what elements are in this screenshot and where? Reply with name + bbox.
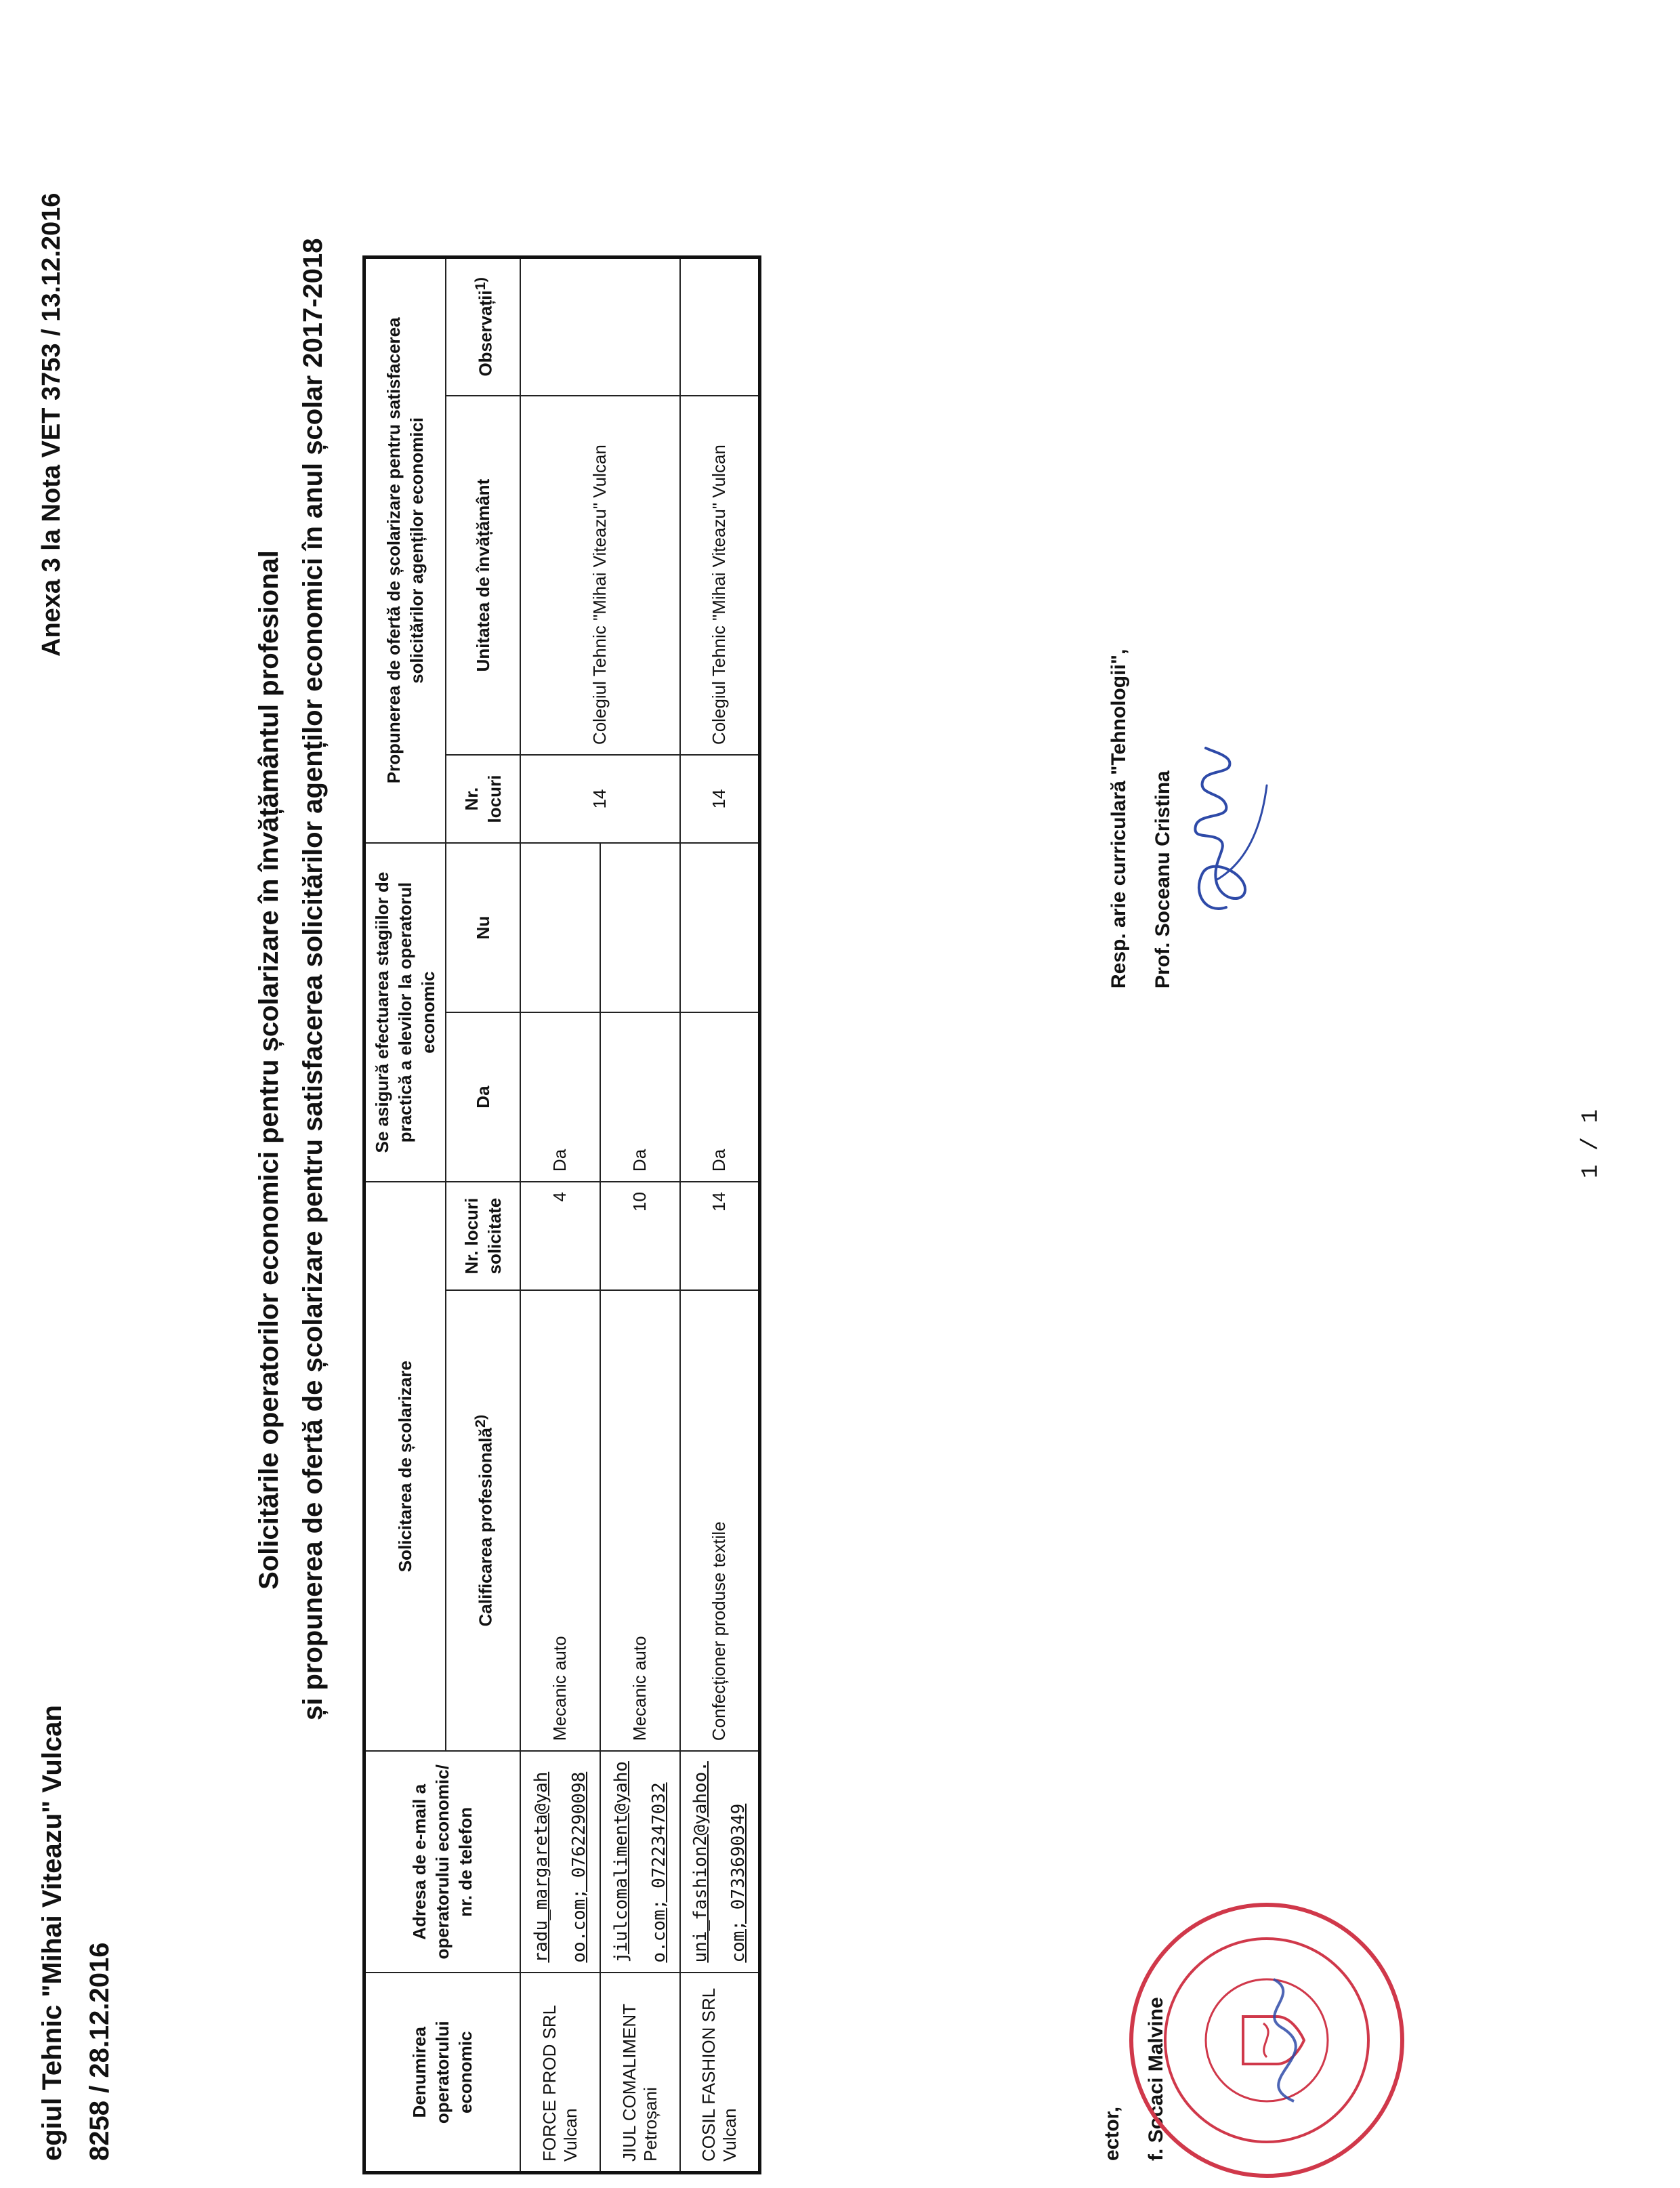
operator-name: FORCE PROD SRL Vulcan bbox=[520, 1973, 600, 2173]
contact-cell: radu_margareta@yah oo.com; 0762290098 bbox=[520, 1751, 600, 1973]
nu-cell bbox=[680, 843, 760, 1012]
da-cell: Da bbox=[680, 1012, 760, 1182]
places-requested-cell: 14 bbox=[680, 1182, 760, 1290]
header-operator: Denumirea operatorului economic bbox=[364, 1973, 520, 2173]
contact-cell: uni_fashion2@yahoo. com; 0733690349 bbox=[680, 1751, 760, 1973]
da-cell: Da bbox=[600, 1012, 680, 1182]
requests-table bbox=[362, 255, 761, 2174]
nu-cell bbox=[600, 843, 680, 1012]
handwritten-signature bbox=[1165, 745, 1280, 921]
qualification-cell: Confecționer produse textile bbox=[680, 1290, 760, 1751]
director-title: ector, bbox=[1101, 2106, 1123, 2161]
da-cell: Da bbox=[520, 1012, 600, 1182]
qualification-cell: Mecanic auto bbox=[600, 1290, 680, 1751]
annex-reference: Anexa 3 la Nota VET 3753 / 13.12.2016 bbox=[37, 192, 66, 657]
qualification-cell: Mecanic auto bbox=[520, 1290, 600, 1751]
document-title-line1: Solicitările operatorilor economici pentru școlarizare în învățământul profesional bbox=[254, 550, 284, 1590]
header-internship-group: Se asigură efectuarea stagiilor de practică a elevilor la operatorul economic bbox=[364, 843, 446, 1182]
header-qualification: Calificarea profesională$^{2)}$ bbox=[446, 1290, 520, 1751]
offer-places-cell: 14 bbox=[520, 755, 680, 843]
nu-cell bbox=[520, 843, 600, 1012]
header-offer-group: Propunerea de ofertă de școlarizare pentru satisfacerea solicitărilor agenților economici bbox=[364, 257, 446, 843]
page-number: 1 / 1 bbox=[1578, 1109, 1604, 1178]
header-contact: Adresa de e-mail a operatorului economic/ nr. de telefon bbox=[364, 1751, 520, 1973]
contact-cell: jiulcomaliment@yaho o.com; 0722347032 bbox=[600, 1751, 680, 1973]
header-nu: Nu bbox=[446, 843, 520, 1012]
curriculum-head-name: Prof. Soceanu Cristina bbox=[1152, 770, 1174, 989]
director-name: f. Socaci Malvine bbox=[1145, 1997, 1167, 2161]
header-observations: Observații$^{1)}$ bbox=[446, 257, 520, 396]
operator-name: COSIL FASHION SRL Vulcan bbox=[680, 1973, 760, 2173]
school-name: egiul Tehnic "Mihai Viteazu" Vulcan bbox=[37, 1705, 67, 2161]
official-stamp bbox=[1125, 1898, 1409, 2183]
offer-school-unit-cell: Colegiul Tehnic "Mihai Viteazu" Vulcan bbox=[520, 396, 680, 755]
document-title-line2: și propunerea de ofertă de școlarizare pentru satisfacerea solicitărilor agenților economici în anul școlar 2017-2018 bbox=[298, 238, 328, 1720]
places-requested-cell: 10 bbox=[600, 1182, 680, 1290]
curriculum-head-title: Resp. arie curriculară "Tehnologii", bbox=[1108, 648, 1130, 989]
offer-places-cell: 14 bbox=[680, 755, 760, 843]
table-row bbox=[680, 257, 760, 2172]
registration-number: 8258 / 28.12.2016 bbox=[85, 1942, 114, 2161]
places-requested-cell: 4 bbox=[520, 1182, 600, 1290]
header-places: Nr. locuri bbox=[446, 755, 520, 843]
header-places-requested: Nr. locuri solicitate bbox=[446, 1182, 520, 1290]
offer-school-unit-cell: Colegiul Tehnic "Mihai Viteazu" Vulcan bbox=[680, 396, 760, 755]
table-row bbox=[520, 257, 600, 2172]
operator-name: JIUL COMALIMENT Petroșani bbox=[600, 1973, 680, 2173]
header-da: Da bbox=[446, 1012, 520, 1182]
offer-observations-cell bbox=[520, 257, 680, 396]
header-request-group: Solicitarea de școlarizare bbox=[364, 1182, 446, 1751]
offer-observations-cell bbox=[680, 257, 760, 396]
header-school-unit: Unitatea de învățământ bbox=[446, 396, 520, 755]
